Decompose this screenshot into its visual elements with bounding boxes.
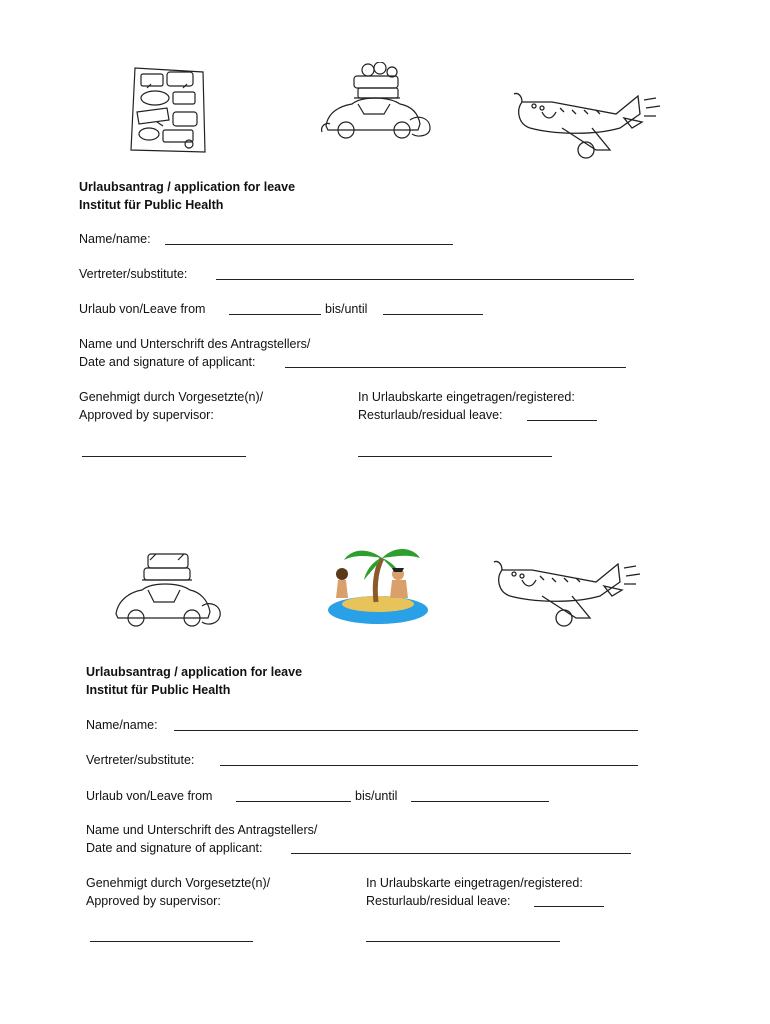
palm-island-icon [326,544,432,628]
until-field[interactable] [383,314,483,315]
name-label: Name/name: [86,718,158,732]
substitute-label: Vertreter/substitute: [86,753,195,767]
approved-label-en: Approved by supervisor: [86,894,221,908]
substitute-field[interactable] [220,765,638,766]
registered-label: In Urlaubskarte eingetragen/registered: [358,390,575,404]
registered-signature-field[interactable] [366,941,560,942]
loaded-car-icon [108,548,224,634]
form-title: Urlaubsantrag / application for leave [79,180,296,194]
substitute-field[interactable] [216,279,634,280]
airplane-icon [492,556,642,632]
leave-from-label: Urlaub von/Leave from [79,302,206,316]
luggage-pile-icon [127,64,209,154]
airplane-icon [512,88,662,164]
signature-label-en: Date and signature of applicant: [86,841,263,855]
until-field[interactable] [411,801,549,802]
approved-label-de: Genehmigt durch Vorgesetzte(n)/ [79,390,264,404]
until-label: bis/until [325,302,368,316]
form-title: Urlaubsantrag / application for leave [86,665,303,679]
loaded-car-icon [318,62,434,146]
residual-field[interactable] [534,906,604,907]
approved-label-en: Approved by supervisor: [79,408,214,422]
signature-field[interactable] [285,367,626,368]
leave-from-label: Urlaub von/Leave from [86,789,213,803]
until-label: bis/until [355,789,398,803]
signature-field[interactable] [291,853,631,854]
institute-name: Institut für Public Health [79,198,224,212]
registered-signature-field[interactable] [358,456,552,457]
approved-label-de: Genehmigt durch Vorgesetzte(n)/ [86,876,271,890]
registered-label: In Urlaubskarte eingetragen/registered: [366,876,583,890]
institute-name: Institut für Public Health [86,683,231,697]
name-field[interactable] [165,244,453,245]
residual-field[interactable] [527,420,597,421]
residual-label: Resturlaub/residual leave: [366,894,511,908]
residual-label: Resturlaub/residual leave: [358,408,503,422]
leave-from-field[interactable] [229,314,321,315]
signature-label-de: Name und Unterschrift des Antragstellers/ [86,823,318,837]
supervisor-signature-field[interactable] [82,456,246,457]
leave-from-field[interactable] [236,801,351,802]
name-field[interactable] [174,730,638,731]
signature-label-de: Name und Unterschrift des Antragstellers/ [79,337,311,351]
name-label: Name/name: [79,232,151,246]
substitute-label: Vertreter/substitute: [79,267,188,281]
signature-label-en: Date and signature of applicant: [79,355,256,369]
supervisor-signature-field[interactable] [90,941,253,942]
